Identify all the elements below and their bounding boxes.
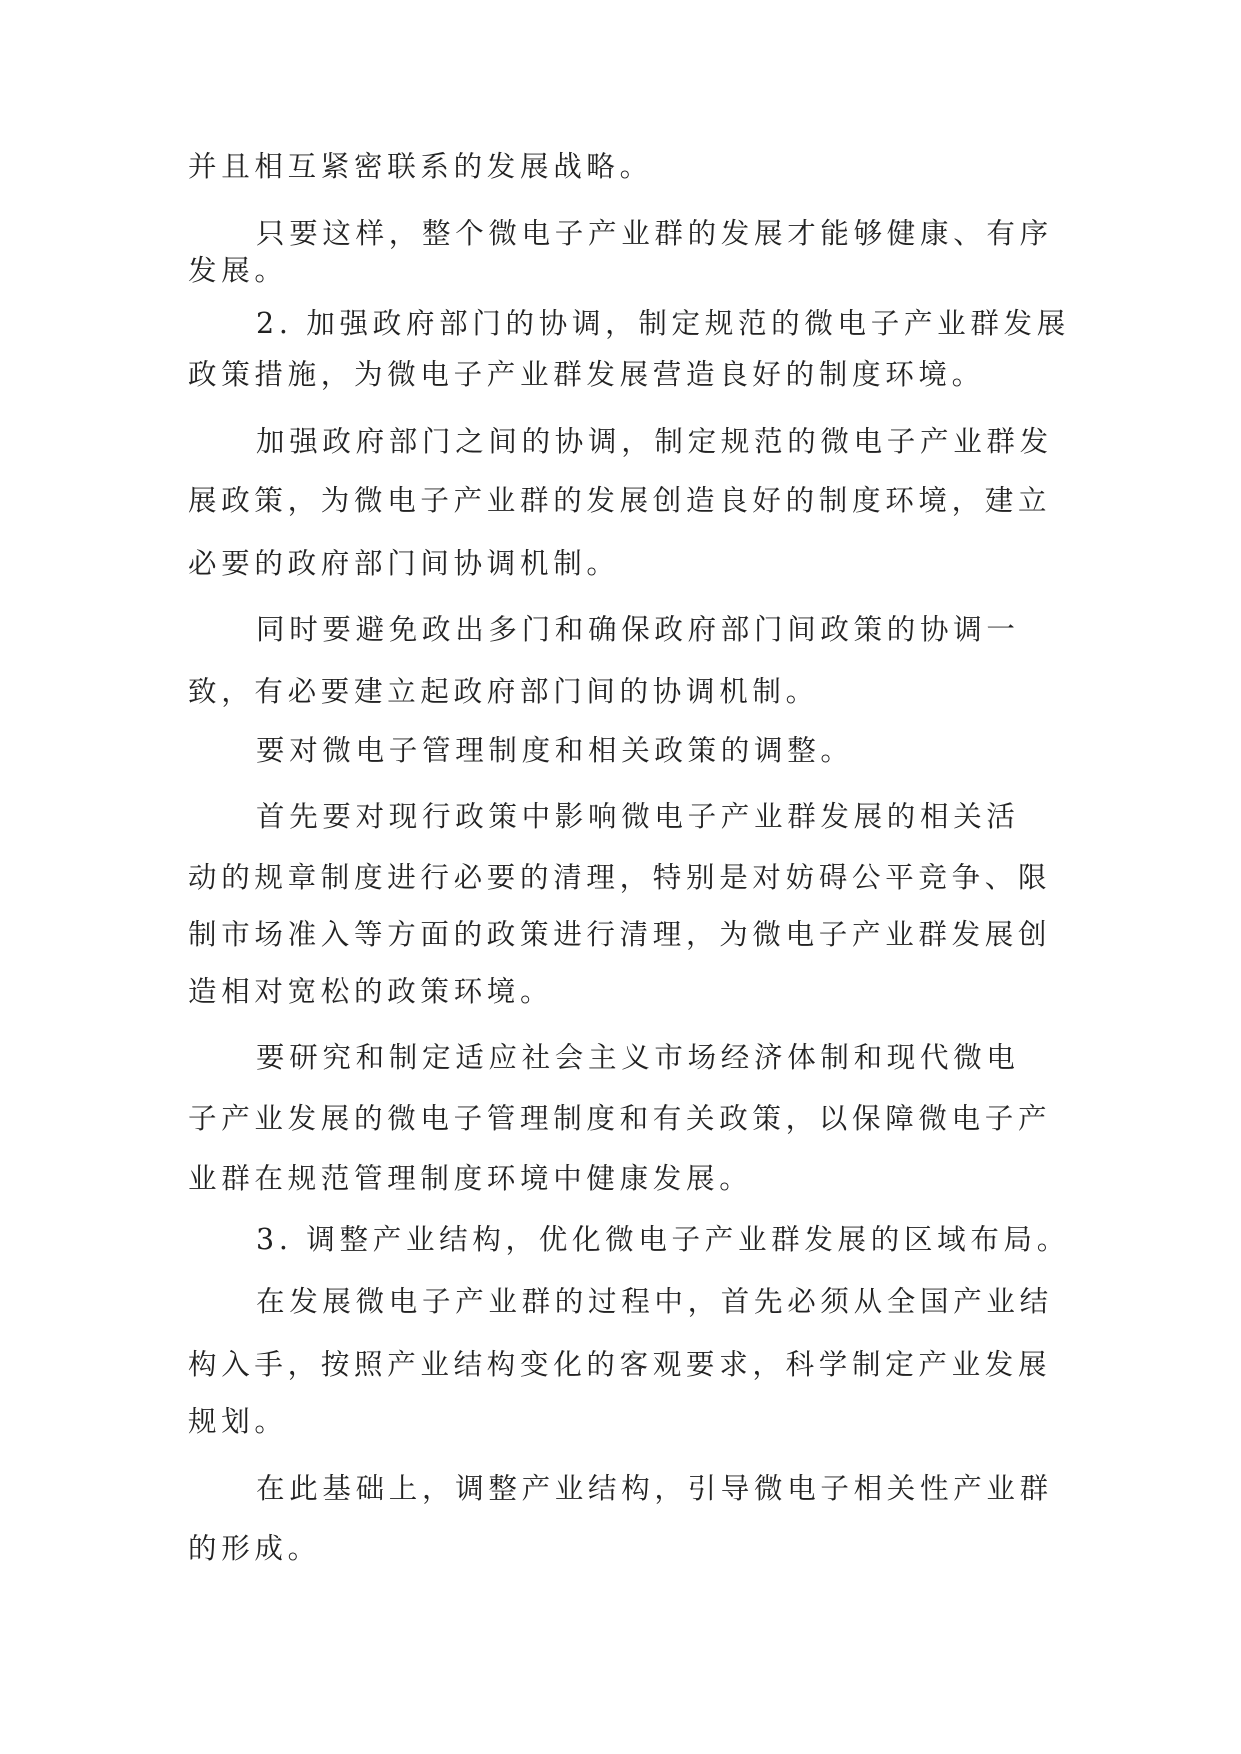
text-line: 在发展微电子产业群的过程中，首先必须从全国产业结 <box>256 1285 1053 1318</box>
text-line: 的形成。 <box>188 1532 321 1565</box>
text-line: 2. 加强政府部门的协调，制定规范的微电子产业群发展 <box>256 307 1070 340</box>
text-line: 必要的政府部门间协调机制。 <box>188 547 620 580</box>
text-line: 动的规章制度进行必要的清理，特别是对妨碍公平竞争、限 <box>188 861 1052 894</box>
text-line: 只要这样，整个微电子产业群的发展才能够健康、有序 <box>256 217 1053 250</box>
text-line: 同时要避免政出多门和确保政府部门间政策的协调一 <box>256 613 1020 646</box>
text-line: 政策措施，为微电子产业群发展营造良好的制度环境。 <box>188 358 985 391</box>
text-line: 3. 调整产业结构，优化微电子产业群发展的区域布局。 <box>256 1223 1070 1256</box>
text-line: 在此基础上，调整产业结构，引导微电子相关性产业群 <box>256 1472 1053 1505</box>
text-line: 并且相互紧密联系的发展战略。 <box>188 150 653 183</box>
text-line: 制市场准入等方面的政策进行清理，为微电子产业群发展创 <box>188 918 1052 951</box>
text-line: 业群在规范管理制度环境中健康发展。 <box>188 1162 753 1195</box>
text-line: 要对微电子管理制度和相关政策的调整。 <box>256 734 854 767</box>
text-line: 发展。 <box>188 254 288 287</box>
text-line: 要研究和制定适应社会主义市场经济体制和现代微电 <box>256 1041 1020 1074</box>
text-line: 展政策，为微电子产业群的发展创造良好的制度环境，建立 <box>188 484 1052 517</box>
text-line: 致，有必要建立起政府部门间的协调机制。 <box>188 675 819 708</box>
text-line: 造相对宽松的政策环境。 <box>188 975 554 1008</box>
text-line: 加强政府部门之间的协调，制定规范的微电子产业群发 <box>256 425 1053 458</box>
text-line: 构入手，按照产业结构变化的客观要求，科学制定产业发展 <box>188 1348 1052 1381</box>
text-line: 首先要对现行政策中影响微电子产业群发展的相关活 <box>256 800 1020 833</box>
text-line: 子产业发展的微电子管理制度和有关政策，以保障微电子产 <box>188 1102 1052 1135</box>
text-line: 规划。 <box>188 1405 288 1438</box>
